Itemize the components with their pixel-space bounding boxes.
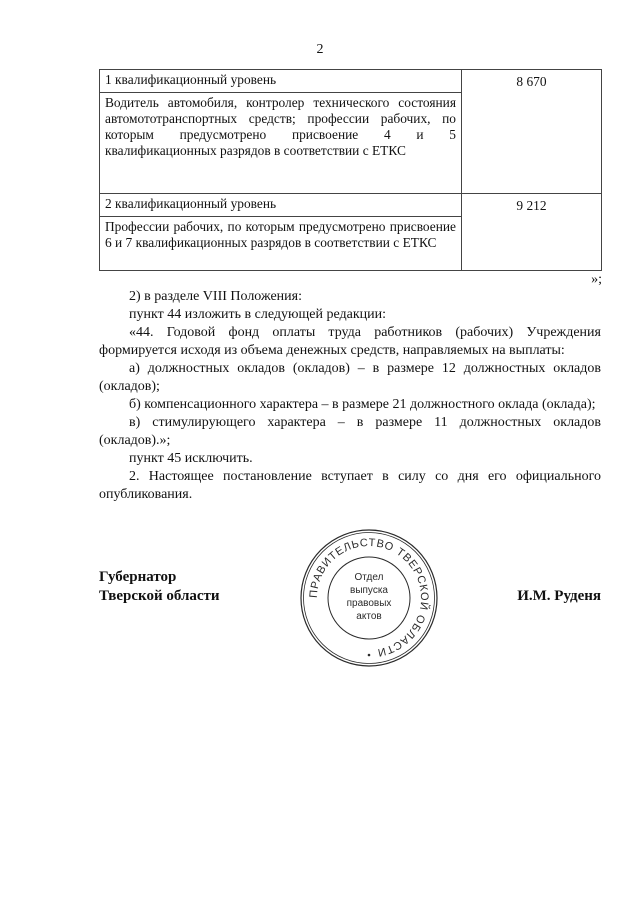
closing-quote: »; <box>591 272 602 287</box>
paragraph: а) должностных окладов (окладов) – в размере 12 должностных окладов (окладов); <box>99 361 601 394</box>
profession-description-cell: Водитель автомобиля, контролер технического состояния автомототранспортных средств; профессии рабочих, по которым предусмотрено присвоение 4 и 5 квалификационных разрядов в соответствии с ЕТКС <box>100 93 462 194</box>
paragraph: 2) в разделе VIII Положения: <box>129 289 302 304</box>
qualification-level-cell: 1 квалификационный уровень <box>100 70 462 93</box>
qualification-table <box>99 69 602 271</box>
table-row <box>100 70 602 93</box>
seal-center-line: актов <box>356 611 382 622</box>
signatory-title-line: Губернатор <box>99 569 177 585</box>
paragraph: в) стимулирующего характера – в размере 11 должностных окладов (окладов).»; <box>99 415 601 448</box>
paragraph: пункт 44 изложить в следующей редакции: <box>129 307 386 322</box>
official-seal <box>299 528 439 668</box>
salary-amount-cell: 8 670 <box>462 70 602 194</box>
document-body <box>99 288 601 504</box>
qualification-level-cell: 2 квалификационный уровень <box>100 193 462 216</box>
page-number: 2 <box>316 42 324 57</box>
salary-amount-cell: 9 212 <box>462 193 602 270</box>
signatory-name: И.М. Руденя <box>517 588 601 604</box>
table-row <box>100 193 602 216</box>
seal-center-line: правовых <box>346 598 392 609</box>
paragraph: «44. Годовой фонд оплаты труда работников (рабочих) Учреждения формируется исходя из объема денежных средств, направляемых на выплаты: <box>99 325 601 358</box>
seal-center-line: Отдел <box>354 572 384 583</box>
profession-description-cell: Профессии рабочих, по которым предусмотрено присвоение 6 и 7 квалификационных разрядов в соответствии с ЕТКС <box>100 216 462 270</box>
paragraph: 2. Настоящее постановление вступает в силу со дня его официального опубликования. <box>99 469 601 502</box>
seal-dot <box>368 654 371 657</box>
signatory-title-line: Тверской области <box>99 588 220 604</box>
paragraph: б) компенсационного характера – в размере 21 должностного оклада (оклада); <box>129 397 596 412</box>
paragraph: пункт 45 исключить. <box>129 451 253 466</box>
seal-center-line: выпуска <box>350 585 388 596</box>
seal-ring-text: ПРАВИТЕЛЬСТВО ТВЕРСКОЙ ОБЛАСТИ <box>307 536 431 659</box>
